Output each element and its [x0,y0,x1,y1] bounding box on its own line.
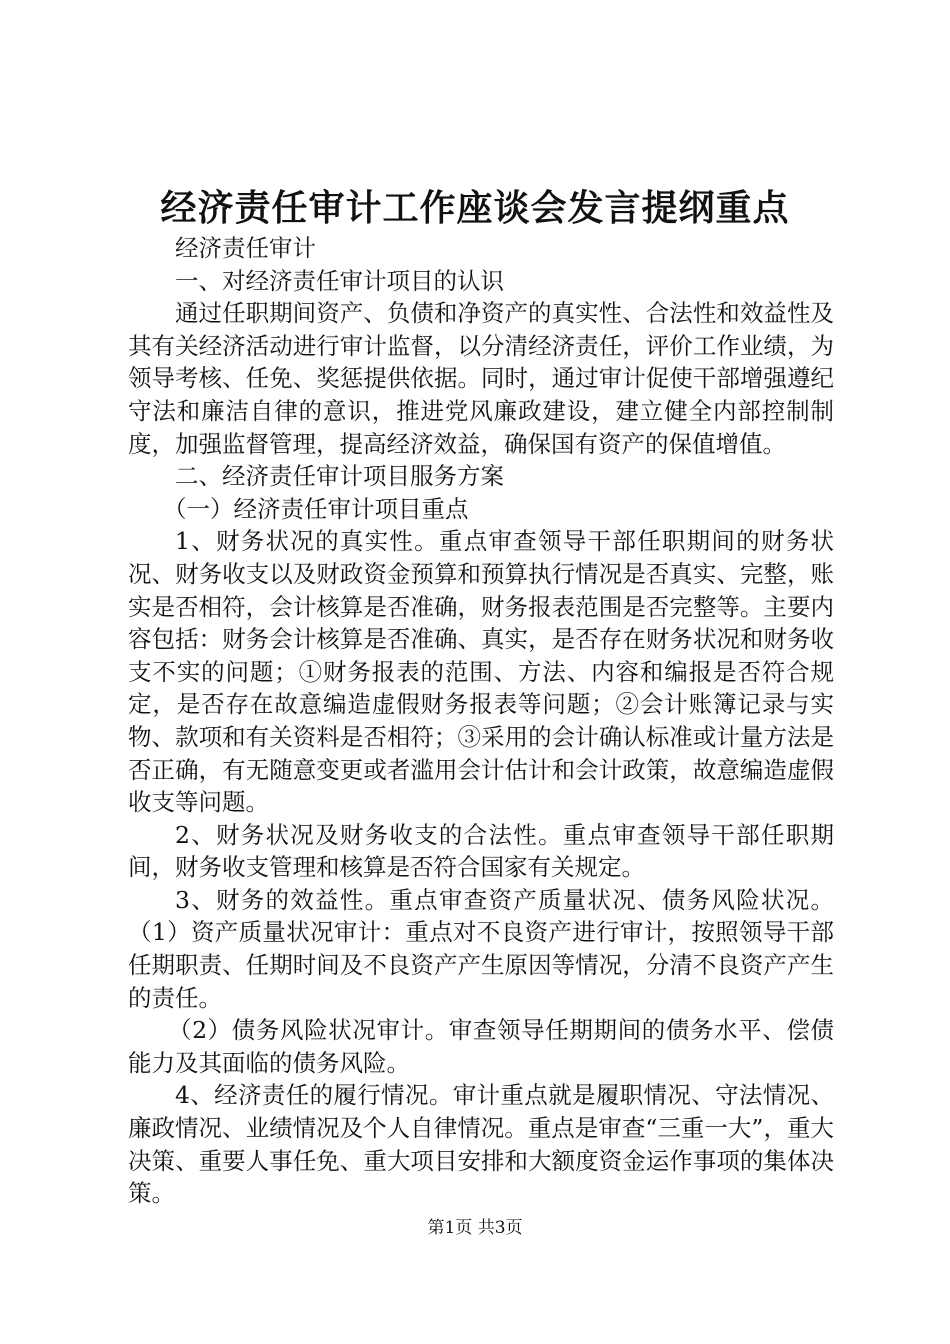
section-heading-2: 二、经济责任审计项目服务方案 [175,462,504,491]
section-heading-1: 一、对经济责任审计项目的认识 [175,266,504,295]
paragraph-point-2: 2、财务状况及财务收支的合法性。重点审查领导干部任职期间，财务收支管理和核算是否符合国家有关规定。 [128,820,834,882]
section-subtitle: 经济责任审计 [175,234,316,262]
paragraph-understanding: 通过任职期间资产、负债和净资产的真实性、合法性和效益性及其有关经济活动进行审计监督，以分清经济责任，评价工作业绩，为领导考核、任免、奖惩提供依据。同时，通过审计促使干部增强遵纪守法和廉洁自律的意识，推进党风廉政建设，建立健全内部控制制度，加强监督管理，提高经济效益，确保国有资产的保值增值。 [128,299,834,458]
paragraph-point-3-2: （2）债务风险状况审计。审查领导任期期间的债务水平、偿债能力及其面临的债务风险。 [128,1016,834,1077]
document-body [128,232,834,1210]
paragraph-point-1: 1、财务状况的真实性。重点审查领导干部任职期间的财务状况、财务收支以及财政资金预算和预算执行情况是否真实、完整，账实是否相符，会计核算是否准确，财务报表范围是否完整等。主要内容包括：财务会计核算是否准确、真实，是否存在财务状况和财务收支不实的问题；①财务报表的范围、方法、内容和编报是否符合规定，是否存在故意编造虚假财务报表等问题；②会计账簿记录与实物、款项和有关资料是否相符；③采用的会计确认标准或计量方法是否正确，有无随意变更或者滥用会计估计和会计政策，故意编造虚假收支等问题。 [128,527,834,817]
document-title: 经济责任审计工作座谈会发言提纲重点 [160,187,790,229]
paragraph-point-4: 4、经济责任的履行情况。审计重点就是履职情况、守法情况、廉政情况、业绩情况及个人自律情况。重点是审查“三重一大”，重大决策、重要人事任免、重大项目安排和大额度资金运作事项的集体决策。 [128,1081,834,1208]
subsection-heading-1: （一）经济责任审计项目重点 [163,494,469,523]
page-footer: 第1页 共3页 [427,1218,523,1238]
paragraph-point-3: 3、财务的效益性。重点审查资产质量状况、债务风险状况。（1）资产质量状况审计：重点对不良资产进行审计，按照领导干部任期职责、任期时间及不良资产产生原因等情况，分清不良资产产生的责任。 [128,885,834,1012]
